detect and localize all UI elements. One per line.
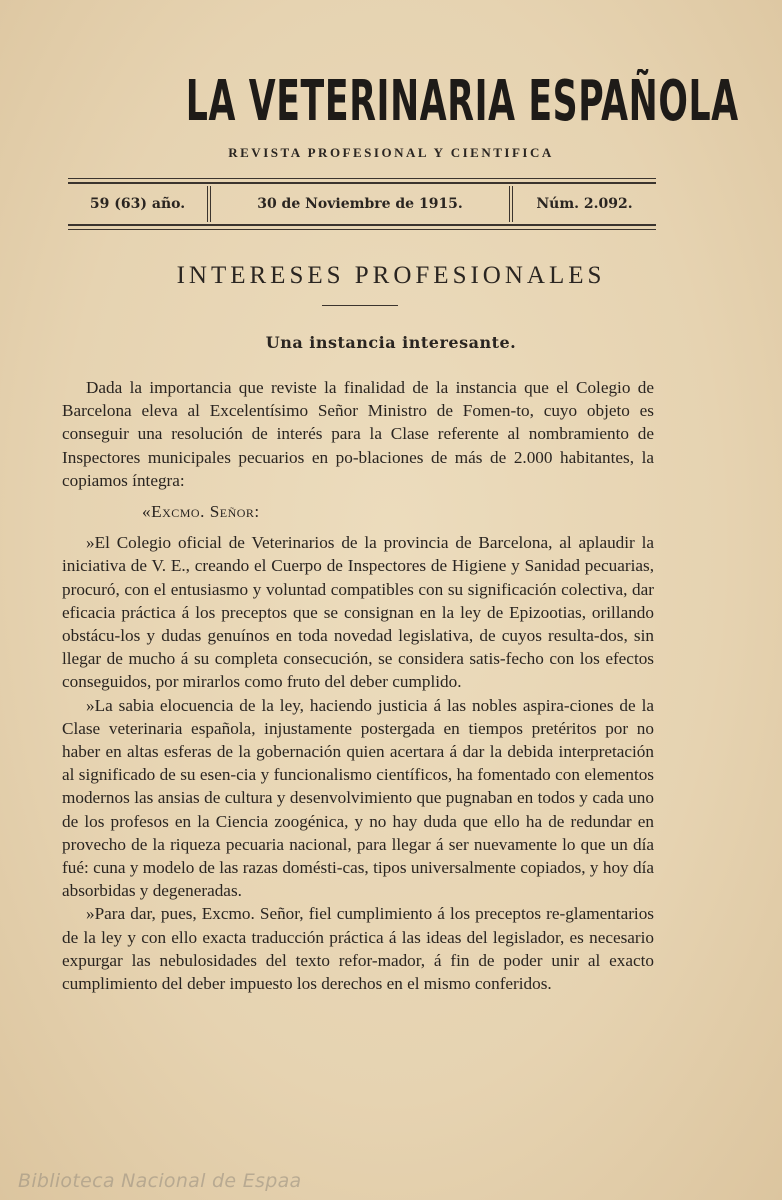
- issue-date: 30 de Noviembre de 1915.: [257, 196, 463, 212]
- article-greeting: «Excmo. Señor:: [142, 502, 260, 522]
- article-paragraph: »El Colegio oficial de Veterinarios de la provincia de Barcelona, al aplaudir la iniciativa de V. E., creando el Cuerpo de Inspectores de Higiene y Sanidad pecuarias, procuró, con el entusiasmo y voluntad compatibles con su significación colectiva, dar eficacia práctica á los preceptos que se consignan en la ley de Epizootias, orillando obstácu-los y dudas genuínos en toda novedad legislativa, de cuyos resulta-dos, sin llegar de mucho á su completa consecución, se considera satis-fecho con los efectos conseguidos, por mirarlos como fruto del deber cumplido.: [62, 533, 654, 692]
- masthead-title: LA VETERINARIA ESPAÑOLA: [185, 69, 739, 134]
- issue-year: 59 (63) año.: [89, 196, 186, 212]
- article-subheading: Una instancia interesante.: [265, 333, 517, 352]
- article-paragraph: »La sabia elocuencia de la ley, haciendo justicia á las nobles aspira-ciones de la Clase veterinaria española, injustamente postergada en tiempos pretéritos por no haber en altas esferas de la gobernación quien acertara á dar la debida interpretación al significado de su esen-cia y funcionalismo científicos, ha fomentado con elementos modernos las ansias de cultura y desenvolvimiento que pugnaban en todos y cada uno de los profesos en la Ciencia zoogénica, y no hay duda que ello ha de redundar en provecho de la riqueza pecuaria nacional, para llegar á ser nuevamente lo que un día fué: cuna y modelo de las razas domésti-cas, tipos universalmente copiados, y hoy día absorbidas y degeneradas.: [62, 695, 654, 901]
- header-rule-top-thin: [68, 178, 656, 179]
- header-rule-bottom-thick: [68, 224, 656, 226]
- article-body: [62, 376, 654, 995]
- header-rule-bottom-thin: [68, 229, 656, 230]
- section-title: INTERESES PROFESIONALES: [176, 262, 606, 289]
- article-paragraph: »Para dar, pues, Excmo. Señor, fiel cumplimiento á los preceptos re-glamentarios de la ley y con ello exacta traducción práctica á las ideas del legislador, es necesario expurgar las nebulosidades del texto refor-mador, á fin de poder unir al exacto cumplimiento del deber impuesto los derechos en el mismo conferidos.: [62, 904, 654, 994]
- article-intro: Dada la importancia que reviste la finalidad de la instancia que el Colegio de Barcelona eleva al Excelentísimo Señor Ministro de Fomen-to, cuyo objeto es conseguir una resolución de interés para la Clase referente al nombramiento de Inspectores municipales pecuarios en po-blaciones de más de 2.000 habitantes, la copiamos íntegra:: [62, 378, 654, 490]
- masthead-subtitle: REVISTA PROFESIONAL Y CIENTIFICA: [228, 145, 554, 160]
- issue-number: Núm. 2.092.: [536, 196, 633, 212]
- section-divider: [322, 305, 398, 306]
- issue-info-row: [68, 184, 656, 224]
- library-watermark: Biblioteca Nacional de Espaa: [18, 1170, 302, 1192]
